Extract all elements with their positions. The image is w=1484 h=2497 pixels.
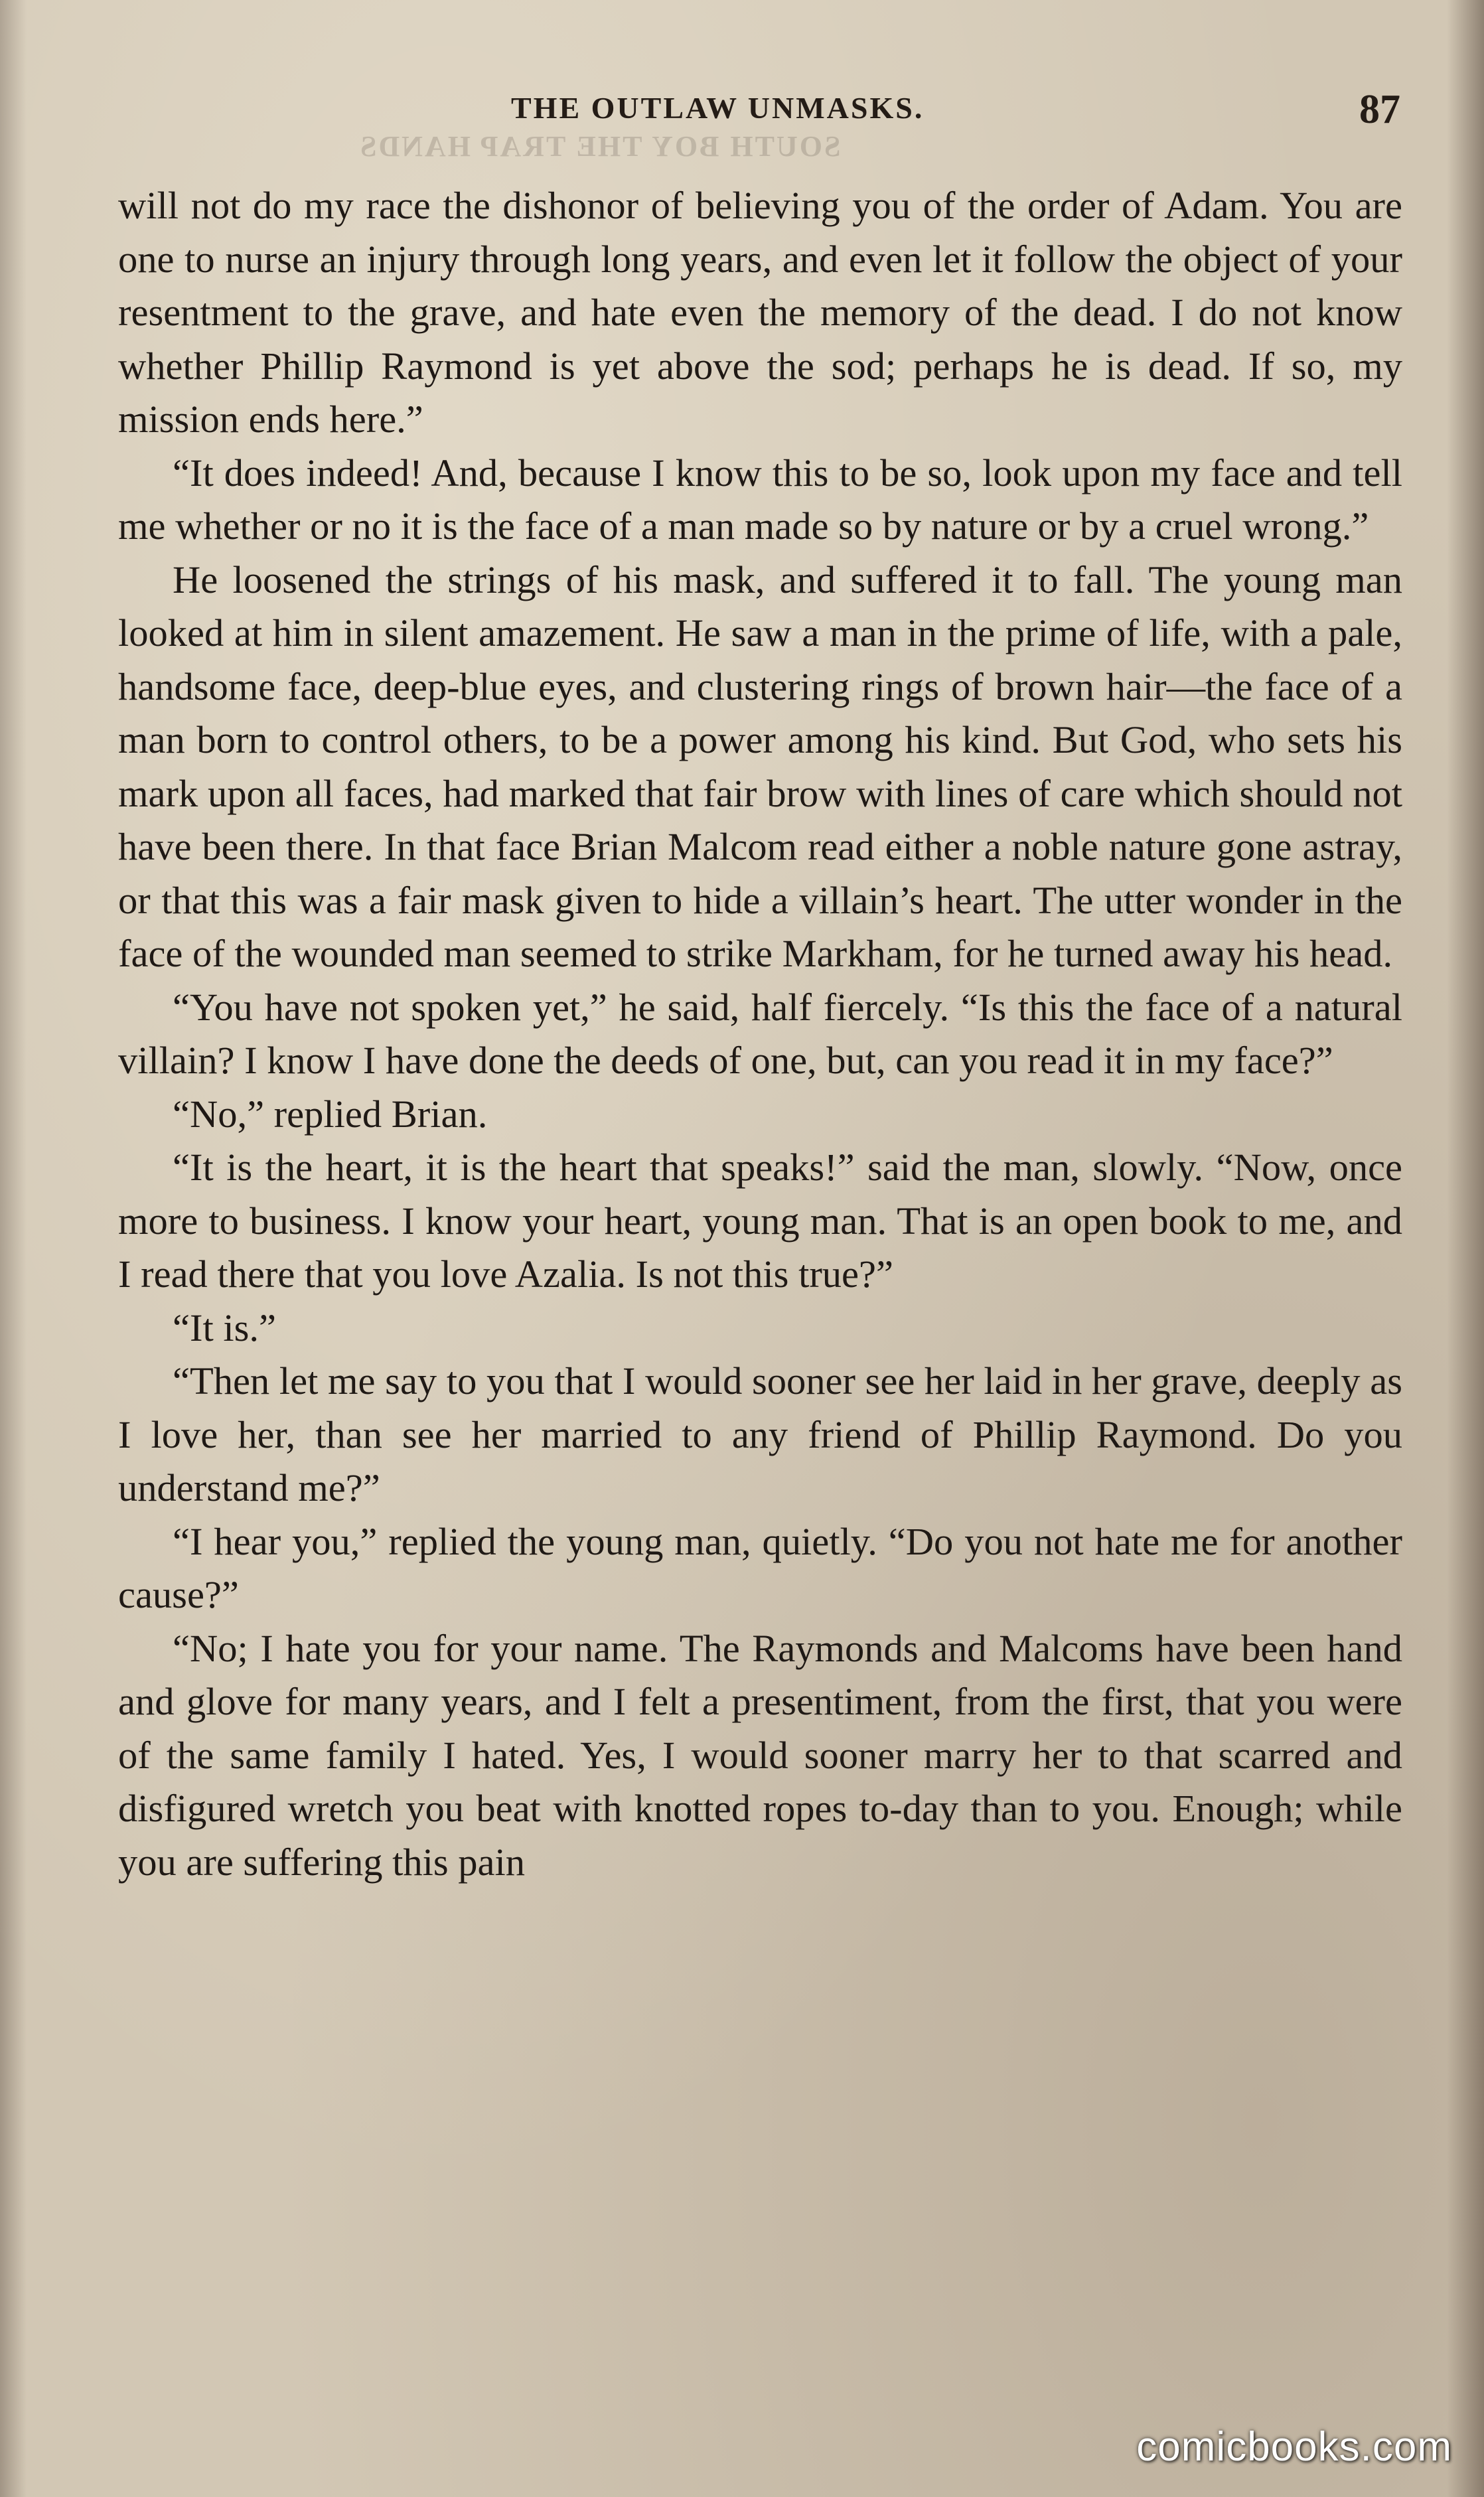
bleed-through-text: SOUTH BOY THE TRAP HANDS	[358, 130, 841, 163]
paragraph-1: will not do my race the dishonor of believing you of the order of Adam. You are one to nurse an injury through long years, and even let it follow the object of your resentment to the grave, and hate even the memory of the dead. I do not know whether Phillip Raymond is yet above the sod; perhaps he is dead. If so, my mission ends here.”	[118, 184, 1402, 441]
paragraph-3: He loosened the strings of his mask, and suffered it to fall. The young man looked at him in silent amazement. He saw a man in the prime of life, with a pale, handsome face, deep-blue eyes, and clustering rings of brown hair—the face of a man born to control others, to be a power among his kind. But God, who sets his mark upon all faces, had marked that fair brow with lines of care which should not have been there. In that face Brian Malcom read either a noble nature gone astray, or that this was a fair mask given to hide a villain’s heart. The utter wonder in the face of the wounded man seemed to strike Markham, for he turned away his head.	[118, 558, 1402, 975]
running-head: THE OUTLAW UNMASKS.	[511, 91, 925, 125]
body-text	[118, 179, 1402, 1889]
paragraph-8: “Then let me say to you that I would sooner see her laid in her grave, deeply as I love her, than see her married to any friend of Phillip Raymond. Do you understand me?”	[118, 1359, 1402, 1509]
paragraph-4: “You have not spoken yet,” he said, half fiercely. “Is this the face of a natural villain? I know I have done the deeds of one, but, can you read it in my face?”	[118, 985, 1402, 1082]
page-number: 87	[1359, 87, 1400, 132]
paragraph-6: “It is the heart, it is the heart that speaks!” said the man, slowly. “Now, once more to business. I know your heart, young man. That is an open book to me, and I read there that you love Azalia. Is not this true?”	[118, 1146, 1402, 1296]
paragraph-5: “No,” replied Brian.	[173, 1092, 488, 1136]
paragraph-10: “No; I hate you for your name. The Raymonds and Malcoms have been hand and glove for many years, and I felt a presentiment, from the first, that you were of the same family I hated. Yes, I would sooner marry her to that scarred and disfigured wretch you beat with knotted ropes to-day than to you. Enough; while you are suffering this pain	[118, 1626, 1402, 1884]
site-watermark: comicbooks.com	[1136, 2424, 1452, 2470]
paragraph-9: “I hear you,” replied the young man, quietly. “Do you not hate me for another cause?”	[118, 1519, 1402, 1616]
paragraph-7: “It is.”	[173, 1306, 276, 1349]
paragraph-2: “It does indeed! And, because I know this to be so, look upon my face and tell me whether or no it is the face of a man made so by nature or by a cruel wrong.”	[118, 451, 1402, 548]
